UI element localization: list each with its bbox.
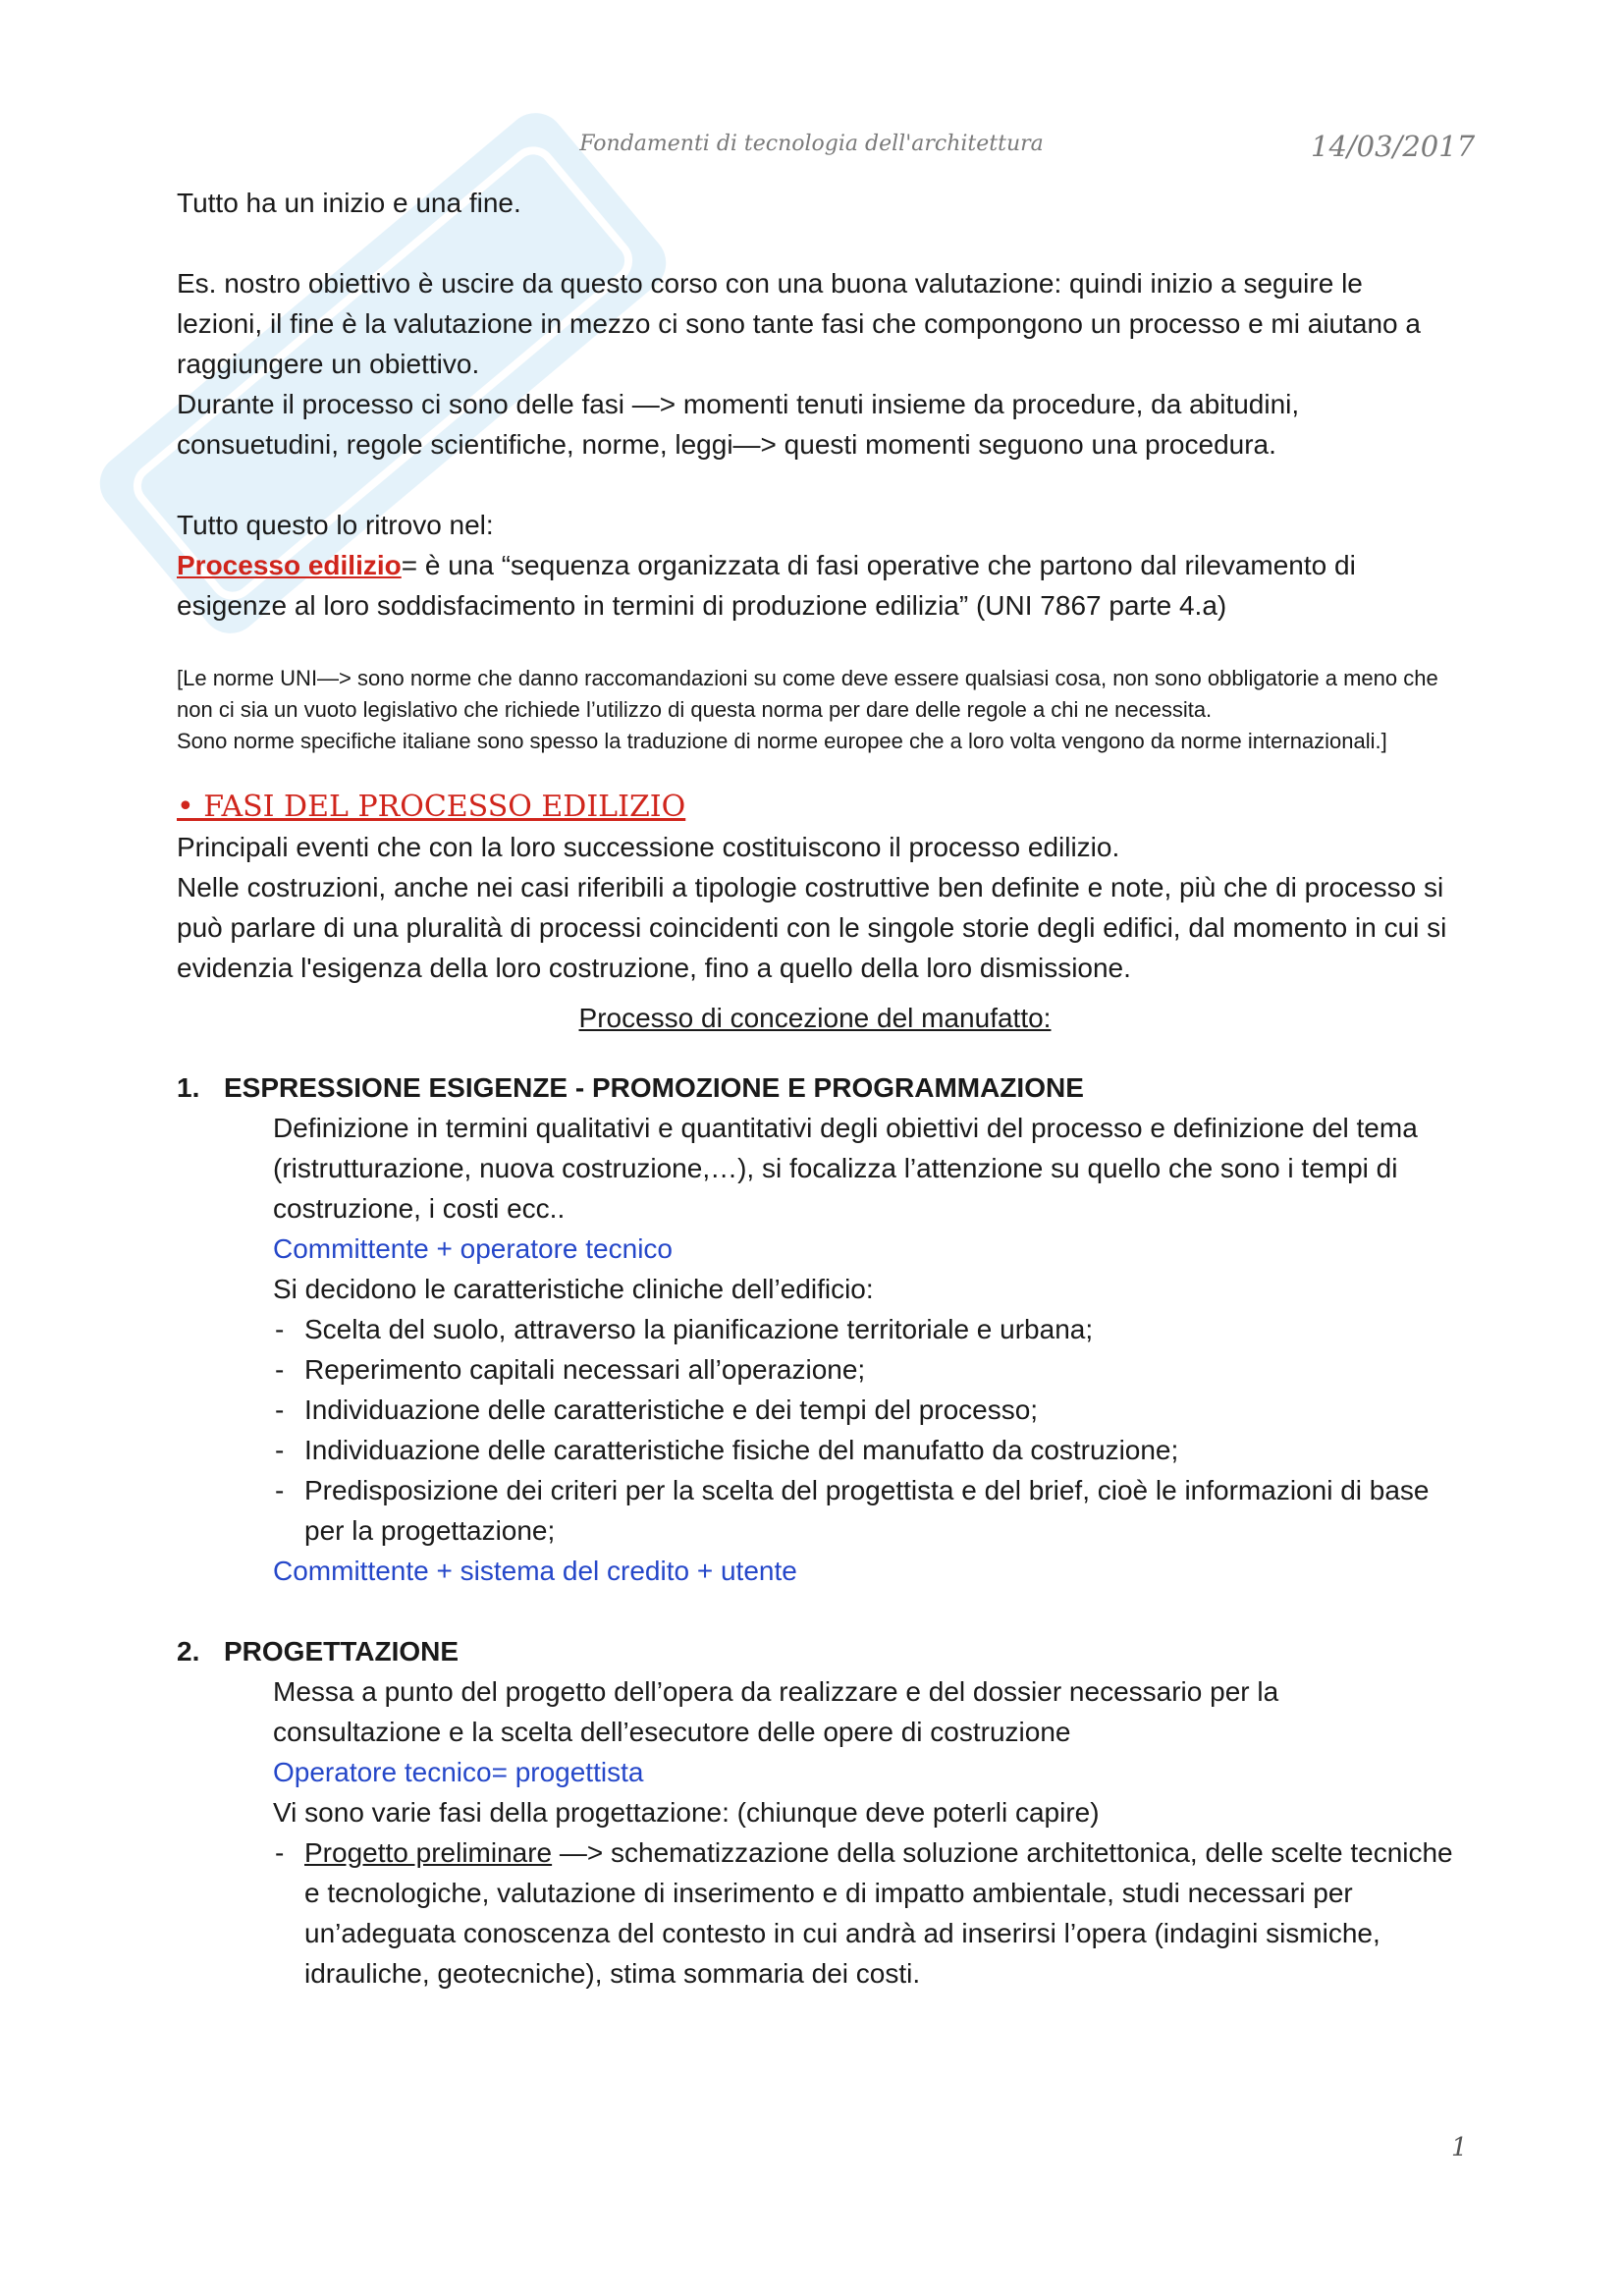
list-item-text: —> schematizzazione della soluzione architettonica, delle scelte tecniche e tecnologiche, valutazione di inserimento e di impatto ambientale, studi necessari per un’adeguata conoscenza del contesto in cui andrà ad inserirsi l’opera (indagini sismiche, idrauliche, geotecniche), stima sommaria dei costi. — [304, 1837, 1453, 1989]
note: [Le norme UNI—> sono norme che danno raccomandazioni su come deve essere qualsiasi cosa, non sono obbligatorie a meno che non ci sia un vuoto legislativo che richiede l’utilizzo di questa norma per dare delle regole a chi ne necessita. — [177, 666, 1438, 722]
definition-term: Processo edilizio — [177, 550, 402, 580]
header-date: 14/03/2017 — [1311, 130, 1476, 163]
paragraph: Principali eventi che con la loro successione costituiscono il processo edilizio. — [177, 832, 1120, 862]
list-item-term: Progetto preliminare — [304, 1837, 553, 1868]
paragraph: Tutto ha un inizio e una fine. — [177, 188, 521, 218]
paragraph: Es. nostro obiettivo è uscire da questo corso con una buona valutazione: quindi inizio a seguire le lezioni, il fine è la valutazione in mezzo ci sono tante fasi che compongono un processo e mi aiutano a raggiungere un obiettivo. — [177, 268, 1421, 379]
document-body — [177, 183, 1453, 1994]
phase-title: PROGETTAZIONE — [224, 1636, 460, 1667]
paragraph: Tutto questo lo ritrovo nel: — [177, 510, 494, 540]
subtitle: Processo di concezione del manufatto: — [578, 1003, 1052, 1033]
header-title: Fondamenti di tecnologia dell'architettura — [579, 132, 1044, 156]
list-item: - Reperimento capitali necessari all’operazione; — [273, 1349, 1453, 1390]
note: Sono norme specifiche italiane sono spesso la traduzione di norme europee che a loro volta vengono da norme internazionali.] — [177, 729, 1387, 753]
phase-body — [273, 1108, 1453, 1591]
list-item: - Scelta del suolo, attraverso la pianificazione territoriale e urbana; — [273, 1309, 1453, 1349]
phase-title: ESPRESSIONE ESIGENZE - PROMOZIONE E PROGRAMMAZIONE — [224, 1072, 1084, 1103]
list-item: - Individuazione delle caratteristiche e dei tempi del processo; — [273, 1390, 1453, 1430]
list-item: - Predisposizione dei criteri per la scelta del progettista e del brief, cioè le informazioni di base per la progettazione; — [273, 1470, 1453, 1551]
dash-list — [273, 1832, 1453, 1994]
dash-list — [273, 1309, 1453, 1551]
page-number: 1 — [1451, 2133, 1468, 2162]
phase-actors: Committente + operatore tecnico — [273, 1233, 673, 1264]
phase-description: Messa a punto del progetto dell’opera da realizzare e del dossier necessario per la consultazione e la scelta dell’esecutore delle opere di costruzione — [273, 1676, 1279, 1747]
phase-description: Definizione in termini qualitativi e quantitativi degli obiettivi del processo e definizione del tema (ristrutturazione, nuova costruzione,…), si focalizza l’attenzione su quello che sono i tempi di costruzione, i costi ecc.. — [273, 1113, 1418, 1224]
phase-actors: Operatore tecnico= progettista — [273, 1757, 644, 1787]
section-title: • FASI DEL PROCESSO EDILIZIO — [177, 790, 686, 824]
list-item — [273, 1832, 1453, 1994]
phase-body — [273, 1671, 1453, 1994]
phase-heading — [177, 1631, 1453, 1671]
paragraph: Nelle costruzioni, anche nei casi riferibili a tipologie costruttive ben definite e note, più che di processo si può parlare di una pluralità di processi coincidenti con le singole storie degli edifici, dal momento in cui si evidenzia l'esigenza della loro costruzione, fino a quello della loro dismissione. — [177, 872, 1447, 983]
definition — [177, 545, 1453, 626]
list-intro: Si decidono le caratteristiche cliniche dell’edificio: — [273, 1274, 874, 1304]
list-intro: Vi sono varie fasi della progettazione: (chiunque deve poterli capire) — [273, 1797, 1100, 1828]
definition-text: = è una “sequenza organizzata di fasi operative che partono dal rilevamento di esigenze al loro soddisfacimento in termini di produzione edilizia” (UNI 7867 parte 4.a) — [177, 550, 1356, 621]
phase-actors: Committente + sistema del credito + utente — [273, 1556, 797, 1586]
phase-number: 1. — [177, 1072, 200, 1103]
paragraph: Durante il processo ci sono delle fasi —> momenti tenuti insieme da procedure, da abitudini, consuetudini, regole scientifiche, norme, leggi—> questi momenti seguono una procedura. — [177, 389, 1300, 460]
phase-heading — [177, 1067, 1453, 1108]
list-item: - Individuazione delle caratteristiche fisiche del manufatto da costruzione; — [273, 1430, 1453, 1470]
phase-number: 2. — [177, 1636, 200, 1667]
